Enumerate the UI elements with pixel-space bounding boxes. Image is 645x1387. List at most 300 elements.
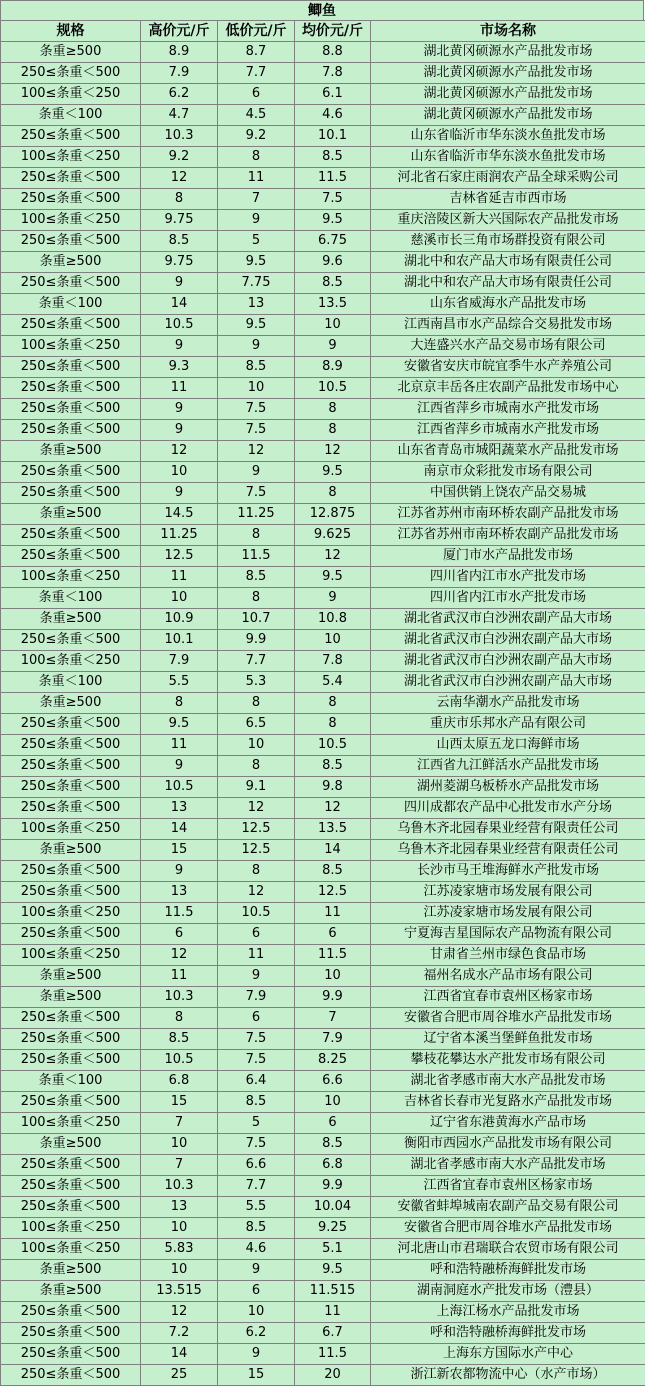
table-row xyxy=(1,672,645,693)
table-row xyxy=(1,1050,645,1071)
cell-high-price: 8.9 xyxy=(141,42,218,63)
table-row xyxy=(1,1344,645,1365)
table-row xyxy=(1,651,645,672)
cell-low-price: 7.5 xyxy=(218,1029,295,1050)
table-row xyxy=(1,882,645,903)
header-row xyxy=(1,21,645,42)
cell-market-name: 湖北省武汉市白沙洲农副产品大市场 xyxy=(371,651,645,672)
cell-spec: 100≤条重＜250 xyxy=(1,336,141,357)
table-row xyxy=(1,189,645,210)
cell-market-name: 四川成都农产品中心批发市水产分场 xyxy=(371,798,645,819)
cell-spec: 条重＜100 xyxy=(1,1071,141,1092)
cell-high-price: 12.5 xyxy=(141,546,218,567)
cell-avg-price: 7.8 xyxy=(295,63,371,84)
table-row xyxy=(1,1071,645,1092)
cell-market-name: 南京市众彩批发市场有限公司 xyxy=(371,462,645,483)
cell-avg-price: 13.5 xyxy=(295,294,371,315)
cell-spec: 250≤条重＜500 xyxy=(1,861,141,882)
cell-high-price: 10.1 xyxy=(141,630,218,651)
cell-spec: 条重≥500 xyxy=(1,1260,141,1281)
cell-market-name: 湖北省武汉市白沙洲农副产品大市场 xyxy=(371,609,645,630)
cell-high-price: 10 xyxy=(141,1218,218,1239)
cell-low-price: 5.5 xyxy=(218,1197,295,1218)
table-row xyxy=(1,630,645,651)
table-row xyxy=(1,42,645,63)
cell-market-name: 湖北黄冈硕源水产品批发市场 xyxy=(371,105,645,126)
cell-low-price: 10 xyxy=(218,1302,295,1323)
cell-high-price: 10 xyxy=(141,1134,218,1155)
cell-market-name: 山东省临沂市华东淡水鱼批发市场 xyxy=(371,147,645,168)
cell-low-price: 6.4 xyxy=(218,1071,295,1092)
cell-high-price: 7 xyxy=(141,1155,218,1176)
cell-avg-price: 9.5 xyxy=(295,462,371,483)
cell-avg-price: 9.625 xyxy=(295,525,371,546)
cell-high-price: 13 xyxy=(141,882,218,903)
cell-market-name: 安徽省合肥市周谷堆水产品批发市场 xyxy=(371,1218,645,1239)
cell-spec: 100≤条重＜250 xyxy=(1,84,141,105)
cell-avg-price: 8 xyxy=(295,693,371,714)
cell-low-price: 15 xyxy=(218,1365,295,1386)
cell-market-name: 江西省萍乡市城南水产批发市场 xyxy=(371,399,645,420)
cell-avg-price: 5.1 xyxy=(295,1239,371,1260)
cell-high-price: 7.2 xyxy=(141,1323,218,1344)
cell-avg-price: 9 xyxy=(295,588,371,609)
cell-high-price: 10 xyxy=(141,1260,218,1281)
cell-spec: 250≤条重＜500 xyxy=(1,231,141,252)
cell-spec: 250≤条重＜500 xyxy=(1,1176,141,1197)
cell-market-name: 江苏省苏州市南环桥农副产品批发市场 xyxy=(371,525,645,546)
cell-market-name: 重庆市乐邦水产品有限公司 xyxy=(371,714,645,735)
cell-market-name: 呼和浩特融桥海鲜批发市场 xyxy=(371,1323,645,1344)
cell-low-price: 9 xyxy=(218,1260,295,1281)
cell-avg-price: 10 xyxy=(295,630,371,651)
cell-avg-price: 6.75 xyxy=(295,231,371,252)
cell-market-name: 湖北黄冈硕源水产品批发市场 xyxy=(371,84,645,105)
cell-market-name: 湖北省武汉市白沙洲农副产品大市场 xyxy=(371,672,645,693)
cell-low-price: 8 xyxy=(218,147,295,168)
table-row xyxy=(1,819,645,840)
cell-high-price: 11 xyxy=(141,378,218,399)
cell-low-price: 12 xyxy=(218,798,295,819)
header-spec: 规格 xyxy=(1,21,141,42)
table-row xyxy=(1,231,645,252)
cell-avg-price: 4.6 xyxy=(295,105,371,126)
cell-high-price: 12 xyxy=(141,441,218,462)
table-row xyxy=(1,693,645,714)
cell-high-price: 10.3 xyxy=(141,987,218,1008)
cell-market-name: 山东省临沂市华东淡水鱼批发市场 xyxy=(371,126,645,147)
cell-spec: 100≤条重＜250 xyxy=(1,210,141,231)
table-row xyxy=(1,1323,645,1344)
table-body xyxy=(1,42,645,1386)
cell-low-price: 12.5 xyxy=(218,819,295,840)
cell-avg-price: 11.5 xyxy=(295,945,371,966)
cell-avg-price: 6.8 xyxy=(295,1155,371,1176)
cell-spec: 250≤条重＜500 xyxy=(1,1323,141,1344)
table-row xyxy=(1,1092,645,1113)
table-row xyxy=(1,567,645,588)
cell-avg-price: 6.6 xyxy=(295,1071,371,1092)
cell-spec: 250≤条重＜500 xyxy=(1,735,141,756)
cell-high-price: 9 xyxy=(141,336,218,357)
cell-low-price: 9.5 xyxy=(218,315,295,336)
table-row xyxy=(1,966,645,987)
cell-market-name: 江西省萍乡市城南水产批发市场 xyxy=(371,420,645,441)
cell-spec: 250≤条重＜500 xyxy=(1,777,141,798)
cell-low-price: 10 xyxy=(218,378,295,399)
cell-high-price: 10.5 xyxy=(141,1050,218,1071)
table-row xyxy=(1,777,645,798)
cell-market-name: 吉林省长春市光复路水产品批发市场 xyxy=(371,1092,645,1113)
cell-avg-price: 9.25 xyxy=(295,1218,371,1239)
cell-avg-price: 5.4 xyxy=(295,672,371,693)
table-row xyxy=(1,1029,645,1050)
cell-market-name: 湖北中和农产品大市场有限责任公司 xyxy=(371,273,645,294)
cell-spec: 250≤条重＜500 xyxy=(1,126,141,147)
table-row xyxy=(1,945,645,966)
cell-market-name: 湖州菱湖乌板桥水产品批发市场 xyxy=(371,777,645,798)
cell-market-name: 安徽省蚌埠城南农副产品交易有限公司 xyxy=(371,1197,645,1218)
cell-high-price: 12 xyxy=(141,1302,218,1323)
cell-low-price: 4.6 xyxy=(218,1239,295,1260)
cell-avg-price: 9.5 xyxy=(295,567,371,588)
table-row xyxy=(1,336,645,357)
cell-avg-price: 11 xyxy=(295,903,371,924)
table-row xyxy=(1,1239,645,1260)
cell-low-price: 9 xyxy=(218,462,295,483)
cell-avg-price: 8.5 xyxy=(295,147,371,168)
cell-spec: 250≤条重＜500 xyxy=(1,168,141,189)
cell-avg-price: 7.8 xyxy=(295,651,371,672)
cell-high-price: 10.5 xyxy=(141,777,218,798)
cell-spec: 250≤条重＜500 xyxy=(1,1029,141,1050)
table-row xyxy=(1,588,645,609)
cell-spec: 条重≥500 xyxy=(1,1134,141,1155)
table-row xyxy=(1,903,645,924)
cell-avg-price: 20 xyxy=(295,1365,371,1386)
table-row xyxy=(1,294,645,315)
cell-spec: 250≤条重＜500 xyxy=(1,189,141,210)
table-row xyxy=(1,357,645,378)
cell-market-name: 辽宁省东港黄海水产品市场 xyxy=(371,1113,645,1134)
cell-market-name: 山西太原五龙口海鲜市场 xyxy=(371,735,645,756)
cell-high-price: 12 xyxy=(141,168,218,189)
cell-low-price: 7.5 xyxy=(218,1134,295,1155)
cell-high-price: 10.3 xyxy=(141,126,218,147)
cell-spec: 250≤条重＜500 xyxy=(1,525,141,546)
cell-spec: 条重≥500 xyxy=(1,1281,141,1302)
cell-market-name: 四川省内江市水产批发市场 xyxy=(371,567,645,588)
table-row xyxy=(1,840,645,861)
cell-spec: 250≤条重＜500 xyxy=(1,714,141,735)
cell-low-price: 8.5 xyxy=(218,567,295,588)
cell-market-name: 重庆涪陵区新大兴国际农产品批发市场 xyxy=(371,210,645,231)
cell-market-name: 慈溪市长三角市场群投资有限公司 xyxy=(371,231,645,252)
cell-low-price: 8.5 xyxy=(218,1092,295,1113)
cell-high-price: 11.25 xyxy=(141,525,218,546)
cell-low-price: 9 xyxy=(218,966,295,987)
cell-market-name: 衡阳市西园水产品批发市场有限公司 xyxy=(371,1134,645,1155)
table-row xyxy=(1,1281,645,1302)
cell-high-price: 8.5 xyxy=(141,1029,218,1050)
cell-avg-price: 8 xyxy=(295,483,371,504)
cell-low-price: 6.5 xyxy=(218,714,295,735)
cell-market-name: 辽宁省本溪当堡鲜鱼批发市场 xyxy=(371,1029,645,1050)
cell-market-name: 江西省宜春市袁州区杨家市场 xyxy=(371,1176,645,1197)
cell-low-price: 9.9 xyxy=(218,630,295,651)
cell-avg-price: 6 xyxy=(295,924,371,945)
cell-market-name: 厦门市水产品批发市场 xyxy=(371,546,645,567)
cell-avg-price: 10.04 xyxy=(295,1197,371,1218)
cell-high-price: 9 xyxy=(141,273,218,294)
cell-low-price: 8 xyxy=(218,693,295,714)
cell-high-price: 9 xyxy=(141,399,218,420)
cell-low-price: 8.5 xyxy=(218,1218,295,1239)
table-row xyxy=(1,168,645,189)
cell-high-price: 9.5 xyxy=(141,714,218,735)
cell-high-price: 9.75 xyxy=(141,210,218,231)
cell-avg-price: 6.7 xyxy=(295,1323,371,1344)
cell-avg-price: 9.8 xyxy=(295,777,371,798)
cell-avg-price: 10.5 xyxy=(295,378,371,399)
table-row xyxy=(1,756,645,777)
cell-spec: 250≤条重＜500 xyxy=(1,483,141,504)
price-table xyxy=(0,20,645,1386)
cell-low-price: 9 xyxy=(218,336,295,357)
cell-avg-price: 9.5 xyxy=(295,210,371,231)
cell-avg-price: 11.5 xyxy=(295,168,371,189)
cell-avg-price: 11.5 xyxy=(295,1344,371,1365)
cell-market-name: 河北唐山市君瑞联合农贸市场有限公司 xyxy=(371,1239,645,1260)
cell-market-name: 山东省青岛市城阳蔬菜水产品批发市场 xyxy=(371,441,645,462)
table-row xyxy=(1,735,645,756)
table-row xyxy=(1,420,645,441)
cell-high-price: 9.3 xyxy=(141,357,218,378)
cell-avg-price: 7 xyxy=(295,1008,371,1029)
cell-spec: 250≤条重＜500 xyxy=(1,1197,141,1218)
cell-spec: 100≤条重＜250 xyxy=(1,1239,141,1260)
cell-market-name: 江苏省苏州市南环桥农副产品批发市场 xyxy=(371,504,645,525)
cell-market-name: 乌鲁木齐北园春果业经营有限责任公司 xyxy=(371,840,645,861)
cell-spec: 250≤条重＜500 xyxy=(1,798,141,819)
cell-high-price: 11 xyxy=(141,966,218,987)
table-row xyxy=(1,1260,645,1281)
cell-low-price: 9 xyxy=(218,1344,295,1365)
cell-high-price: 11.5 xyxy=(141,903,218,924)
cell-spec: 250≤条重＜500 xyxy=(1,378,141,399)
table-row xyxy=(1,315,645,336)
cell-low-price: 8 xyxy=(218,861,295,882)
cell-low-price: 7.75 xyxy=(218,273,295,294)
cell-avg-price: 8 xyxy=(295,399,371,420)
cell-high-price: 9.75 xyxy=(141,252,218,273)
table-row xyxy=(1,399,645,420)
table-row xyxy=(1,63,645,84)
cell-spec: 250≤条重＜500 xyxy=(1,1344,141,1365)
cell-low-price: 9.1 xyxy=(218,777,295,798)
cell-high-price: 14.5 xyxy=(141,504,218,525)
cell-low-price: 9.5 xyxy=(218,252,295,273)
cell-market-name: 河北省石家庄雨润农产品全球采购公司 xyxy=(371,168,645,189)
cell-high-price: 5.5 xyxy=(141,672,218,693)
cell-avg-price: 12 xyxy=(295,441,371,462)
table-row xyxy=(1,987,645,1008)
cell-spec: 250≤条重＜500 xyxy=(1,273,141,294)
cell-market-name: 浙江新农都物流中心（水产市场） xyxy=(371,1365,645,1386)
cell-low-price: 7.7 xyxy=(218,63,295,84)
table-row xyxy=(1,798,645,819)
cell-spec: 250≤条重＜500 xyxy=(1,63,141,84)
cell-high-price: 6 xyxy=(141,924,218,945)
cell-market-name: 江西省宜春市袁州区杨家市场 xyxy=(371,987,645,1008)
cell-high-price: 10.3 xyxy=(141,1176,218,1197)
cell-high-price: 15 xyxy=(141,840,218,861)
cell-market-name: 攀枝花攀达水产批发市场有限公司 xyxy=(371,1050,645,1071)
cell-market-name: 福州名成水产品市场有限公司 xyxy=(371,966,645,987)
cell-avg-price: 8.5 xyxy=(295,1134,371,1155)
cell-avg-price: 10.1 xyxy=(295,126,371,147)
cell-market-name: 四川省内江市水产批发市场 xyxy=(371,588,645,609)
cell-low-price: 7.9 xyxy=(218,987,295,1008)
cell-spec: 250≤条重＜500 xyxy=(1,1092,141,1113)
cell-high-price: 15 xyxy=(141,1092,218,1113)
cell-spec: 条重≥500 xyxy=(1,966,141,987)
cell-high-price: 14 xyxy=(141,1344,218,1365)
cell-spec: 100≤条重＜250 xyxy=(1,945,141,966)
cell-market-name: 湖北省孝感市南大水产品批发市场 xyxy=(371,1155,645,1176)
cell-high-price: 8 xyxy=(141,1008,218,1029)
cell-high-price: 9 xyxy=(141,483,218,504)
cell-high-price: 10.9 xyxy=(141,609,218,630)
cell-avg-price: 8.8 xyxy=(295,42,371,63)
cell-avg-price: 12 xyxy=(295,798,371,819)
cell-spec: 条重≥500 xyxy=(1,441,141,462)
cell-avg-price: 13.5 xyxy=(295,819,371,840)
table-row xyxy=(1,105,645,126)
cell-avg-price: 6.1 xyxy=(295,84,371,105)
cell-spec: 250≤条重＜500 xyxy=(1,756,141,777)
cell-high-price: 8.5 xyxy=(141,231,218,252)
cell-low-price: 7.5 xyxy=(218,483,295,504)
header-market-name: 市场名称 xyxy=(371,21,645,42)
cell-low-price: 8 xyxy=(218,588,295,609)
cell-high-price: 9 xyxy=(141,420,218,441)
table-row xyxy=(1,1113,645,1134)
cell-low-price: 12.5 xyxy=(218,840,295,861)
cell-market-name: 吉林省延吉市西市场 xyxy=(371,189,645,210)
cell-avg-price: 10 xyxy=(295,315,371,336)
cell-low-price: 8 xyxy=(218,756,295,777)
table-row xyxy=(1,462,645,483)
table-row xyxy=(1,441,645,462)
cell-high-price: 8 xyxy=(141,189,218,210)
cell-high-price: 9 xyxy=(141,756,218,777)
cell-market-name: 山东省威海水产品批发市场 xyxy=(371,294,645,315)
cell-avg-price: 10 xyxy=(295,966,371,987)
cell-low-price: 5.3 xyxy=(218,672,295,693)
cell-spec: 条重≥500 xyxy=(1,504,141,525)
cell-low-price: 8 xyxy=(218,525,295,546)
cell-high-price: 13.515 xyxy=(141,1281,218,1302)
cell-spec: 250≤条重＜500 xyxy=(1,420,141,441)
cell-low-price: 7.7 xyxy=(218,1176,295,1197)
cell-spec: 100≤条重＜250 xyxy=(1,903,141,924)
header-avg-price: 均价元/斤 xyxy=(295,21,371,42)
cell-market-name: 北京京丰岳各庄农副产品批发市场中心 xyxy=(371,378,645,399)
cell-avg-price: 9.5 xyxy=(295,1260,371,1281)
table-row xyxy=(1,861,645,882)
table-row xyxy=(1,1218,645,1239)
cell-high-price: 9.2 xyxy=(141,147,218,168)
cell-high-price: 9 xyxy=(141,861,218,882)
cell-market-name: 江西省九江鲜活水产品批发市场 xyxy=(371,756,645,777)
cell-high-price: 14 xyxy=(141,294,218,315)
cell-market-name: 湖北黄冈硕源水产品批发市场 xyxy=(371,42,645,63)
table-row xyxy=(1,273,645,294)
cell-market-name: 上海江杨水产品批发市场 xyxy=(371,1302,645,1323)
header-low-price: 低价元/斤 xyxy=(218,21,295,42)
cell-market-name: 中国供销上饶农产品交易城 xyxy=(371,483,645,504)
table-row xyxy=(1,504,645,525)
cell-low-price: 6.6 xyxy=(218,1155,295,1176)
cell-high-price: 13 xyxy=(141,1197,218,1218)
table-row xyxy=(1,609,645,630)
cell-market-name: 安徽省合肥市周谷堆水产品批发市场 xyxy=(371,1008,645,1029)
table-row xyxy=(1,1197,645,1218)
cell-spec: 条重≥500 xyxy=(1,609,141,630)
table-row xyxy=(1,84,645,105)
cell-low-price: 5 xyxy=(218,231,295,252)
cell-high-price: 25 xyxy=(141,1365,218,1386)
cell-market-name: 湖北黄冈硕源水产品批发市场 xyxy=(371,63,645,84)
cell-avg-price: 7.5 xyxy=(295,189,371,210)
cell-spec: 条重＜100 xyxy=(1,294,141,315)
cell-low-price: 11 xyxy=(218,945,295,966)
cell-high-price: 7.9 xyxy=(141,63,218,84)
cell-spec: 250≤条重＜500 xyxy=(1,630,141,651)
cell-market-name: 江苏凌家塘市场发展有限公司 xyxy=(371,903,645,924)
cell-low-price: 6 xyxy=(218,1281,295,1302)
cell-spec: 250≤条重＜500 xyxy=(1,357,141,378)
cell-high-price: 12 xyxy=(141,945,218,966)
cell-avg-price: 12.5 xyxy=(295,882,371,903)
cell-avg-price: 10 xyxy=(295,1092,371,1113)
cell-avg-price: 8.25 xyxy=(295,1050,371,1071)
cell-low-price: 13 xyxy=(218,294,295,315)
cell-high-price: 6.2 xyxy=(141,84,218,105)
table-row xyxy=(1,714,645,735)
table-row xyxy=(1,546,645,567)
cell-avg-price: 8 xyxy=(295,714,371,735)
cell-avg-price: 9.6 xyxy=(295,252,371,273)
cell-low-price: 6 xyxy=(218,84,295,105)
cell-avg-price: 8 xyxy=(295,420,371,441)
cell-market-name: 上海东方国际水产中心 xyxy=(371,1344,645,1365)
cell-spec: 条重≥500 xyxy=(1,987,141,1008)
cell-market-name: 湖南洞庭水产批发市场（澧县） xyxy=(371,1281,645,1302)
table-row xyxy=(1,1365,645,1386)
table-row xyxy=(1,1176,645,1197)
cell-spec: 250≤条重＜500 xyxy=(1,462,141,483)
cell-high-price: 13 xyxy=(141,798,218,819)
cell-spec: 100≤条重＜250 xyxy=(1,567,141,588)
cell-high-price: 14 xyxy=(141,819,218,840)
cell-spec: 250≤条重＜500 xyxy=(1,399,141,420)
cell-market-name: 甘肃省兰州市绿色食品市场 xyxy=(371,945,645,966)
cell-low-price: 8.7 xyxy=(218,42,295,63)
cell-market-name: 湖北中和农产品大市场有限责任公司 xyxy=(371,252,645,273)
cell-high-price: 10 xyxy=(141,462,218,483)
